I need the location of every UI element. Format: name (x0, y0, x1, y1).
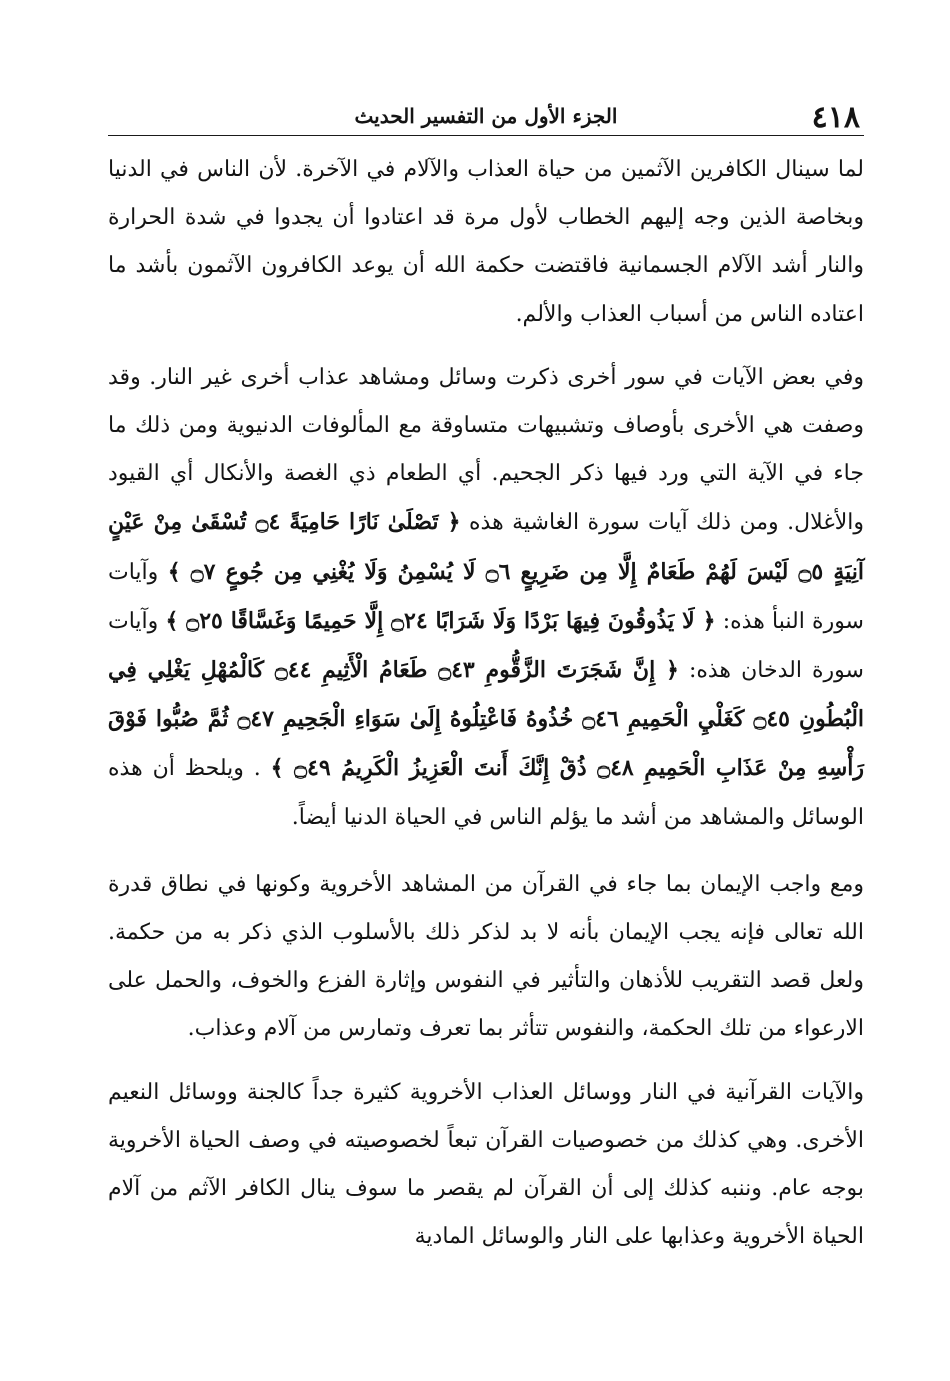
paragraph-spacer (108, 842, 864, 861)
paragraph-2-outro: . ويلحظ أن هذه الوسائل والمشاهد من أشد ما يؤلم الناس في الحياة الدنيا أيضاً. (108, 756, 864, 830)
paragraph-spacer (108, 1054, 864, 1069)
paragraph-2-intro: وفي بعض الآيات في سور أخرى ذكرت وسائل ومشاهد عذاب أخرى غير النار. وقد وصفت هي الأخرى بأوصاف وتشبيهات متساوقة مع المألوفات الدنيوية ومن ذلك ما جاء في الآية التي ورد فيها ذكر الجحيم. أي الطعام ذي الغصة والأنكال أي القيود والأغلال. ومن ذلك آيات سورة الغاشية هذه (108, 364, 865, 536)
running-title: الجزء الأول من التفسير الحديث (354, 104, 618, 128)
quran-quote-naba: ﴿ لَا يَذُوقُونَ فِيهَا بَرْدًا وَلَا شَرَابًا ۝٢٤ إِلَّا حَمِيمًا وَغَسَّاقًا ۝٢٥ ﴾ (165, 607, 716, 634)
paragraph-2 (108, 354, 864, 842)
paragraph-spacer (108, 339, 864, 354)
paragraph-1 (108, 146, 864, 339)
paragraph-3 (108, 861, 864, 1054)
quran-quote-ghashiya: ﴿ تَصْلَىٰ نَارًا حَامِيَةً ۝٤ تُسْقَىٰ مِنْ عَيْنٍ آنِيَةٍ ۝٥ لَيْسَ لَهُمْ طَعَامٌ إِلَّا مِن ضَرِيعٍ ۝٦ لَا يُسْمِنُ وَلَا يُغْنِي مِن جُوعٍ ۝٧ ﴾ (108, 509, 865, 585)
page-header (108, 92, 864, 136)
paragraph-2-link-1: وآيات سورة النبأ هذه: (108, 559, 864, 634)
paragraph-1-text: لما سينال الكافرين الآثمين من حياة العذاب والآلام في الآخرة. لأن الناس في الدنيا وبخاصة الذين وجه إليهم الخطاب لأول مرة قد اعتادوا أن يجدوا في شدة الحرارة والنار أشد الآلام الجسمانية فاقتضت حكمة الله أن يوعد الكافرون الآثمون بأشد ما اعتاده الناس من أسباب العذاب والألم. (108, 157, 864, 327)
paragraph-2-link-2: وآيات سورة الدخان هذه: (108, 608, 864, 684)
header-divider (108, 135, 864, 136)
paragraph-4 (108, 1069, 864, 1262)
quran-quote-dukhan: ﴿ إِنَّ شَجَرَتَ الزَّقُّومِ ۝٤٣ طَعَامُ الْأَثِيمِ ۝٤٤ كَالْمُهْلِ يَغْلِي فِي الْبُطُونِ ۝٤٥ كَغَلْيِ الْحَمِيمِ ۝٤٦ خُذُوهُ فَاعْتِلُوهُ إِلَىٰ سَوَاءِ الْجَحِيمِ ۝٤٧ ثُمَّ صُبُّوا فَوْقَ رَأْسِهِ مِنْ عَذَابِ الْحَمِيمِ ۝٤٨ ذُقْ إِنَّكَ أَنتَ الْعَزِيزُ الْكَرِيمُ ۝٤٩ ﴾ (108, 657, 865, 782)
page-body (108, 146, 864, 1261)
page-number: ٤١٨ (811, 100, 860, 135)
paragraph-3-text: ومع واجب الإيمان بما جاء في القرآن من المشاهد الأخروية وكونها في نطاق قدرة الله تعالى فإنه يجب الإيمان بأنه لا بد لذكر ذلك بالأسلوب الذي ذكر به من حكمة. ولعل قصد التقريب للأذهان والتأثير في النفوس وإثارة الفزع والخوف، والحمل على الارعواء من تلك الحكمة، والنفوس تتأثر بما تعرف وتمارس من آلام وعذاب. (108, 871, 864, 1042)
paragraph-4-text: والآيات القرآنية في النار ووسائل العذاب الأخروية كثيرة جداً كالجنة ووسائل النعيم الأخرى. وهي كذلك من خصوصيات القرآن تبعاً لخصوصيته في وصف الحياة الأخروية بوجه عام. وننبه كذلك إلى أن القرآن لم يقصر ما سوف ينال الكافر الآثم من آلام الحياة الأخروية وعذابها على النار والوسائل المادية (108, 1079, 864, 1250)
